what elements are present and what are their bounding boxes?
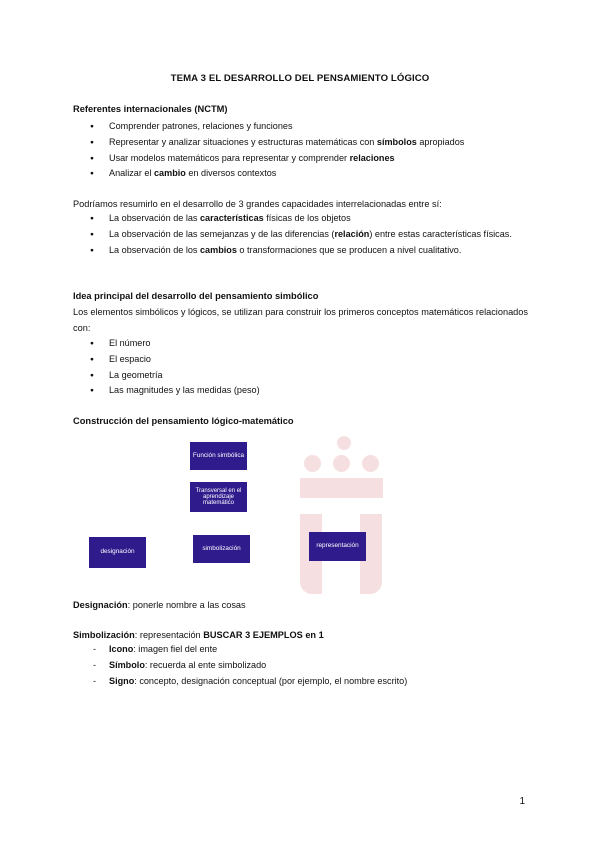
designacion-box: designación: [89, 537, 146, 568]
symbolic-text: Los elementos simbólicos y lógicos, se utilizan para construir los primeros conceptos matemáticos relacionados con:: [73, 307, 528, 333]
simbolizacion-definition: Simbolización: representación BUSCAR 3 EJEMPLOS en 1: [73, 630, 324, 640]
transversal-box: Transversal en el aprendizaje matemático: [190, 482, 247, 512]
simbolizacion-box: simbolización: [193, 535, 250, 563]
nctm-heading: Referentes internacionales (NCTM): [73, 104, 228, 114]
list-item: ● El número: [73, 336, 260, 352]
funcion-simbolica-box: Función simbólica: [190, 442, 247, 470]
page-number: 1: [519, 796, 525, 807]
page-title: TEMA 3 EL DESARROLLO DEL PENSAMIENTO LÓGICO: [170, 73, 430, 84]
capacities-intro: Podríamos resumirlo en el desarrollo de 3 grandes capacidades interrelacionadas entre sí:: [73, 199, 442, 209]
nctm-list: [73, 119, 464, 182]
list-item: ● El espacio: [73, 352, 260, 368]
list-item: - Icono: imagen fiel del ente: [73, 642, 407, 658]
capacities-list: [73, 211, 528, 258]
list-item: ● Usar modelos matemáticos para representar y comprender relaciones: [73, 151, 464, 167]
list-item: ● Representar y analizar situaciones y estructuras matemáticas con símbolos apropiados: [73, 135, 464, 151]
representacion-box: representación: [309, 532, 366, 561]
list-item: - Símbolo: recuerda al ente simbolizado: [73, 658, 407, 674]
list-item: ● Las magnitudes y las medidas (peso): [73, 383, 260, 399]
concepts-list: [73, 336, 260, 399]
list-item: - Signo: concepto, designación conceptual (por ejemplo, el nombre escrito): [73, 674, 407, 690]
construction-heading: Construcción del pensamiento lógico-matemático: [73, 416, 294, 426]
symbolic-heading: Idea principal del desarrollo del pensamiento simbólico: [73, 291, 319, 301]
list-item: ● Comprender patrones, relaciones y funciones: [73, 119, 464, 135]
symbol-types-list: [73, 642, 407, 689]
list-item: ● Analizar el cambio en diversos contextos: [73, 166, 464, 182]
designacion-definition: Designación: ponerle nombre a las cosas: [73, 600, 246, 610]
list-item: ● La geometría: [73, 368, 260, 384]
list-item: ● La observación de las semejanzas y de las diferencias (relación) entre estas características físicas.: [73, 227, 528, 243]
list-item: ● La observación de las características físicas de los objetos: [73, 211, 528, 227]
list-item: ● La observación de los cambios o transformaciones que se producen a nivel cualitativo.: [73, 243, 528, 259]
